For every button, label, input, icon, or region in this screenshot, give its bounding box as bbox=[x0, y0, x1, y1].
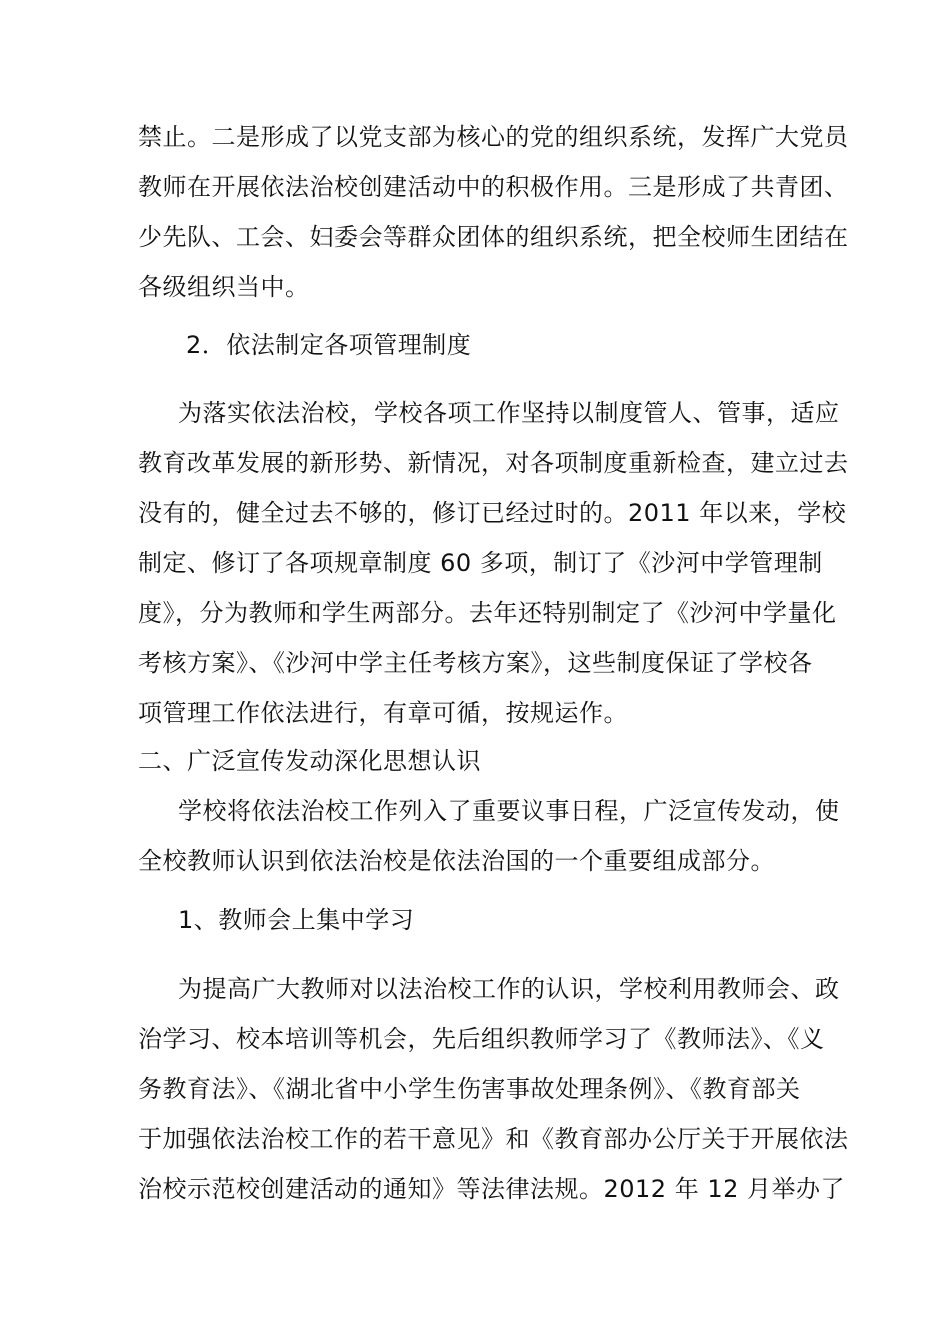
paragraph-line: 为落实依法治校，学校各项工作坚持以制度管人、管事，适应 bbox=[178, 399, 840, 427]
paragraph-line: 教师在开展依法治校创建活动中的积极作用。三是形成了共青团、 bbox=[138, 173, 849, 201]
paragraph-line: 为提高广大教师对以法治校工作的认识，学校利用教师会、政 bbox=[178, 975, 840, 1003]
section-heading: 1、教师会上集中学习 bbox=[178, 906, 415, 934]
paragraph-line: 禁止。二是形成了以党支部为核心的党的组织系统，发挥广大党员 bbox=[138, 123, 849, 151]
paragraph-line: 治校示范校创建活动的通知》等法律法规。2012 年 12 月举办了 bbox=[138, 1175, 846, 1203]
paragraph-line: 全校教师认识到依法治校是依法治国的一个重要组成部分。 bbox=[138, 847, 775, 875]
paragraph-line: 考核方案》、《沙河中学主任考核方案》，这些制度保证了学校各 bbox=[138, 649, 813, 677]
paragraph-line: 各级组织当中。 bbox=[138, 273, 310, 301]
paragraph-line: 治学习、校本培训等机会，先后组织教师学习了《教师法》、《义 bbox=[138, 1025, 825, 1053]
paragraph-line: 务教育法》、《湖北省中小学生伤害事故处理条例》、《教育部关 bbox=[138, 1075, 801, 1103]
paragraph-line: 项管理工作依法进行，有章可循，按规运作。 bbox=[138, 699, 628, 727]
paragraph-line: 于加强依法治校工作的若干意见》和《教育部办公厅关于开展依法 bbox=[138, 1125, 849, 1153]
paragraph-line: 没有的，健全过去不够的，修订已经过时的。2011 年以来，学校 bbox=[138, 499, 847, 527]
paragraph-line: 度》，分为教师和学生两部分。去年还特别制定了《沙河中学量化 bbox=[138, 599, 837, 627]
paragraph-line: 少先队、工会、妇委会等群众团体的组织系统，把全校师生团结在 bbox=[138, 223, 849, 251]
paragraph-line: 教育改革发展的新形势、新情况，对各项制度重新检查，建立过去 bbox=[138, 449, 849, 477]
section-heading: 2．依法制定各项管理制度 bbox=[186, 331, 472, 359]
chapter-heading: 二、广泛宣传发动深化思想认识 bbox=[138, 747, 481, 775]
paragraph-line: 制定、修订了各项规章制度 60 多项，制订了《沙河中学管理制 bbox=[138, 549, 823, 577]
paragraph-line: 学校将依法治校工作列入了重要议事日程，广泛宣传发动，使 bbox=[178, 797, 840, 825]
